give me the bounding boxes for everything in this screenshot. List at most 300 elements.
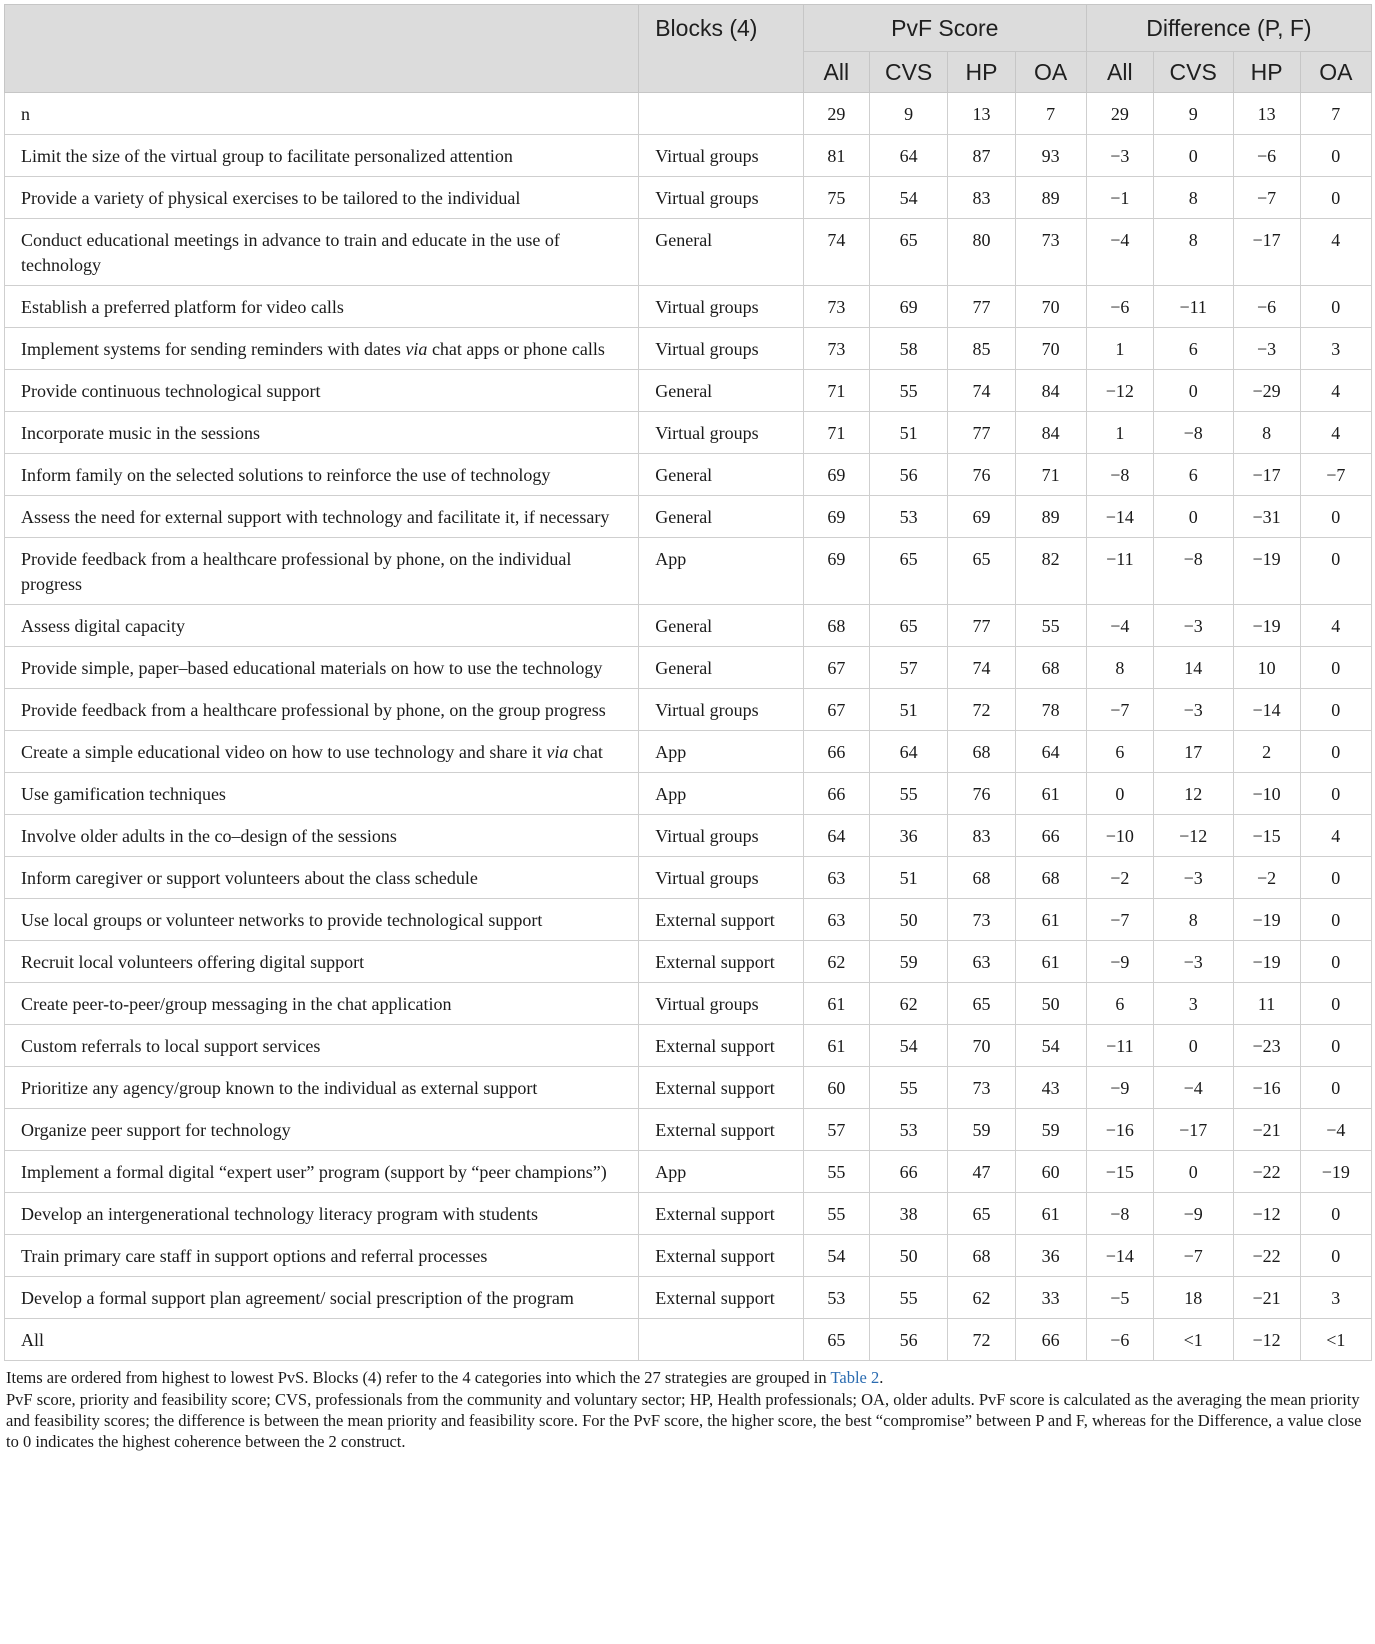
header-pvf-score: PvF Score <box>803 5 1086 52</box>
strategy-cell: Inform family on the selected solutions to reinforce the use of technology <box>5 454 639 496</box>
value-cell: −10 <box>1086 815 1153 857</box>
table-row <box>5 177 1372 219</box>
header-blocks: Blocks (4) <box>639 5 804 93</box>
table-row <box>5 219 1372 286</box>
value-cell: −12 <box>1233 1319 1300 1361</box>
value-cell: −3 <box>1153 857 1233 899</box>
value-cell: 55 <box>803 1151 869 1193</box>
value-cell: 74 <box>803 219 869 286</box>
strategy-cell: Implement a formal digital “expert user” program (support by “peer champions”) <box>5 1151 639 1193</box>
value-cell: 65 <box>803 1319 869 1361</box>
table-row <box>5 1235 1372 1277</box>
table-row <box>5 647 1372 689</box>
value-cell: 57 <box>803 1109 869 1151</box>
table-row <box>5 496 1372 538</box>
table-row <box>5 1151 1372 1193</box>
value-cell: 74 <box>948 370 1015 412</box>
value-cell: 70 <box>1015 286 1086 328</box>
value-cell: 61 <box>1015 899 1086 941</box>
value-cell: 4 <box>1300 605 1371 647</box>
block-cell: General <box>639 647 804 689</box>
value-cell: −5 <box>1086 1277 1153 1319</box>
value-cell: −16 <box>1233 1067 1300 1109</box>
table-row <box>5 731 1372 773</box>
value-cell: 78 <box>1015 689 1086 731</box>
value-cell: 0 <box>1300 983 1371 1025</box>
value-cell: 66 <box>869 1151 948 1193</box>
block-cell: General <box>639 454 804 496</box>
value-cell: 53 <box>869 496 948 538</box>
strategy-cell: Assess digital capacity <box>5 605 639 647</box>
value-cell: 85 <box>948 328 1015 370</box>
value-cell: −4 <box>1300 1109 1371 1151</box>
block-cell: External support <box>639 1067 804 1109</box>
value-cell: −2 <box>1233 857 1300 899</box>
value-cell: −11 <box>1153 286 1233 328</box>
value-cell: −8 <box>1086 1193 1153 1235</box>
value-cell: 68 <box>948 731 1015 773</box>
table-row <box>5 454 1372 496</box>
value-cell: 0 <box>1153 496 1233 538</box>
table-row <box>5 689 1372 731</box>
value-cell: 9 <box>869 93 948 135</box>
table-row <box>5 941 1372 983</box>
value-cell: −6 <box>1233 135 1300 177</box>
value-cell: 65 <box>869 219 948 286</box>
value-cell: 60 <box>1015 1151 1086 1193</box>
value-cell: 29 <box>803 93 869 135</box>
value-cell: −11 <box>1086 1025 1153 1067</box>
header-pvf-all: All <box>803 52 869 93</box>
value-cell: 51 <box>869 689 948 731</box>
value-cell: −16 <box>1086 1109 1153 1151</box>
value-cell: 4 <box>1300 370 1371 412</box>
value-cell: 55 <box>869 773 948 815</box>
value-cell: 29 <box>1086 93 1153 135</box>
value-cell: −9 <box>1153 1193 1233 1235</box>
value-cell: −2 <box>1086 857 1153 899</box>
value-cell: −10 <box>1233 773 1300 815</box>
block-cell: External support <box>639 1109 804 1151</box>
value-cell: 56 <box>869 454 948 496</box>
header-strategy <box>5 5 639 93</box>
value-cell: 72 <box>948 689 1015 731</box>
block-cell: External support <box>639 1193 804 1235</box>
value-cell: 0 <box>1300 496 1371 538</box>
value-cell: 0 <box>1300 538 1371 605</box>
header-difference: Difference (P, F) <box>1086 5 1371 52</box>
value-cell: 0 <box>1300 286 1371 328</box>
strategy-cell: Create peer-to-peer/group messaging in the chat application <box>5 983 639 1025</box>
block-cell: App <box>639 1151 804 1193</box>
value-cell: 54 <box>803 1235 869 1277</box>
value-cell: −4 <box>1153 1067 1233 1109</box>
value-cell: 8 <box>1233 412 1300 454</box>
value-cell: 1 <box>1086 328 1153 370</box>
strategy-cell: Organize peer support for technology <box>5 1109 639 1151</box>
value-cell: −12 <box>1086 370 1153 412</box>
value-cell: 4 <box>1300 815 1371 857</box>
block-cell: Virtual groups <box>639 815 804 857</box>
value-cell: 67 <box>803 647 869 689</box>
value-cell: 71 <box>803 412 869 454</box>
value-cell: 73 <box>803 328 869 370</box>
strategy-cell: Implement systems for sending reminders with dates via chat apps or phone calls <box>5 328 639 370</box>
value-cell: 83 <box>948 177 1015 219</box>
value-cell: 69 <box>869 286 948 328</box>
value-cell: 70 <box>1015 328 1086 370</box>
value-cell: 17 <box>1153 731 1233 773</box>
value-cell: 0 <box>1300 689 1371 731</box>
value-cell: 61 <box>1015 773 1086 815</box>
value-cell: −7 <box>1086 899 1153 941</box>
value-cell: 50 <box>869 1235 948 1277</box>
value-cell: 84 <box>1015 370 1086 412</box>
table-row <box>5 412 1372 454</box>
value-cell: −6 <box>1086 1319 1153 1361</box>
header-diff-oa: OA <box>1300 52 1371 93</box>
value-cell: 59 <box>1015 1109 1086 1151</box>
block-cell: Virtual groups <box>639 177 804 219</box>
value-cell: −23 <box>1233 1025 1300 1067</box>
table-row <box>5 1193 1372 1235</box>
value-cell: 0 <box>1300 1193 1371 1235</box>
value-cell: 68 <box>948 857 1015 899</box>
value-cell: 73 <box>948 1067 1015 1109</box>
block-cell: Virtual groups <box>639 286 804 328</box>
value-cell: −14 <box>1086 1235 1153 1277</box>
value-cell: 33 <box>1015 1277 1086 1319</box>
value-cell: 68 <box>948 1235 1015 1277</box>
block-cell: Virtual groups <box>639 857 804 899</box>
value-cell: −17 <box>1233 454 1300 496</box>
value-cell: 59 <box>948 1109 1015 1151</box>
value-cell: 61 <box>803 983 869 1025</box>
table-row <box>5 538 1372 605</box>
value-cell: 60 <box>803 1067 869 1109</box>
value-cell: 68 <box>1015 647 1086 689</box>
value-cell: 38 <box>869 1193 948 1235</box>
table-row <box>5 93 1372 135</box>
strategy-cell: Provide simple, paper–based educational materials on how to use the technology <box>5 647 639 689</box>
value-cell: 0 <box>1153 1025 1233 1067</box>
value-cell: −6 <box>1233 286 1300 328</box>
value-cell: 76 <box>948 454 1015 496</box>
strategy-cell: Provide feedback from a healthcare professional by phone, on the individual progress <box>5 538 639 605</box>
value-cell: 55 <box>1015 605 1086 647</box>
value-cell: 73 <box>803 286 869 328</box>
value-cell: −29 <box>1233 370 1300 412</box>
value-cell: 77 <box>948 286 1015 328</box>
value-cell: 7 <box>1300 93 1371 135</box>
block-cell: General <box>639 370 804 412</box>
value-cell: <1 <box>1300 1319 1371 1361</box>
value-cell: 0 <box>1300 1025 1371 1067</box>
table-row <box>5 1025 1372 1067</box>
value-cell: 0 <box>1300 773 1371 815</box>
value-cell: 55 <box>869 370 948 412</box>
block-cell: App <box>639 538 804 605</box>
value-cell: 65 <box>948 1193 1015 1235</box>
table-row <box>5 286 1372 328</box>
value-cell: −4 <box>1086 605 1153 647</box>
value-cell: 50 <box>869 899 948 941</box>
strategy-cell: Provide continuous technological support <box>5 370 639 412</box>
strategy-cell: Limit the size of the virtual group to facilitate personalized attention <box>5 135 639 177</box>
value-cell: 0 <box>1300 899 1371 941</box>
table-row <box>5 1109 1372 1151</box>
value-cell: 8 <box>1086 647 1153 689</box>
value-cell: 53 <box>803 1277 869 1319</box>
value-cell: 6 <box>1086 731 1153 773</box>
strategy-cell: Involve older adults in the co–design of the sessions <box>5 815 639 857</box>
header-pvf-hp: HP <box>948 52 1015 93</box>
table-row <box>5 815 1372 857</box>
value-cell: 82 <box>1015 538 1086 605</box>
table-row <box>5 983 1372 1025</box>
value-cell: −15 <box>1086 1151 1153 1193</box>
value-cell: 71 <box>803 370 869 412</box>
value-cell: 73 <box>948 899 1015 941</box>
value-cell: −19 <box>1233 899 1300 941</box>
value-cell: 93 <box>1015 135 1086 177</box>
value-cell: −7 <box>1300 454 1371 496</box>
value-cell: −22 <box>1233 1235 1300 1277</box>
value-cell: 69 <box>803 538 869 605</box>
value-cell: 87 <box>948 135 1015 177</box>
value-cell: 77 <box>948 412 1015 454</box>
strategy-cell: n <box>5 93 639 135</box>
value-cell: 3 <box>1300 328 1371 370</box>
strategy-cell: Provide feedback from a healthcare professional by phone, on the group progress <box>5 689 639 731</box>
value-cell: 4 <box>1300 219 1371 286</box>
value-cell: 64 <box>869 135 948 177</box>
table-row <box>5 605 1372 647</box>
value-cell: 67 <box>803 689 869 731</box>
strategy-cell: All <box>5 1319 639 1361</box>
value-cell: 0 <box>1300 647 1371 689</box>
value-cell: 64 <box>869 731 948 773</box>
value-cell: 64 <box>803 815 869 857</box>
strategy-cell: Incorporate music in the sessions <box>5 412 639 454</box>
value-cell: 77 <box>948 605 1015 647</box>
value-cell: 56 <box>869 1319 948 1361</box>
table-row <box>5 328 1372 370</box>
value-cell: 1 <box>1086 412 1153 454</box>
table-row <box>5 370 1372 412</box>
value-cell: 0 <box>1300 135 1371 177</box>
table-row <box>5 857 1372 899</box>
value-cell: −12 <box>1233 1193 1300 1235</box>
value-cell: 0 <box>1153 1151 1233 1193</box>
strategy-cell: Use gamification techniques <box>5 773 639 815</box>
value-cell: 8 <box>1153 177 1233 219</box>
header-pvf-cvs: CVS <box>869 52 948 93</box>
value-cell: 55 <box>869 1067 948 1109</box>
value-cell: 55 <box>869 1277 948 1319</box>
value-cell: −3 <box>1086 135 1153 177</box>
value-cell: 76 <box>948 773 1015 815</box>
block-cell: Virtual groups <box>639 689 804 731</box>
header-diff-hp: HP <box>1233 52 1300 93</box>
table-row <box>5 899 1372 941</box>
value-cell: 72 <box>948 1319 1015 1361</box>
value-cell: 69 <box>803 454 869 496</box>
value-cell: 0 <box>1086 773 1153 815</box>
value-cell: 70 <box>948 1025 1015 1067</box>
value-cell: 11 <box>1233 983 1300 1025</box>
value-cell: −9 <box>1086 941 1153 983</box>
value-cell: 89 <box>1015 496 1086 538</box>
value-cell: 54 <box>869 1025 948 1067</box>
value-cell: −14 <box>1086 496 1153 538</box>
block-cell: App <box>639 773 804 815</box>
block-cell: General <box>639 605 804 647</box>
value-cell: 9 <box>1153 93 1233 135</box>
value-cell: 66 <box>1015 815 1086 857</box>
value-cell: −22 <box>1233 1151 1300 1193</box>
value-cell: 14 <box>1153 647 1233 689</box>
value-cell: 63 <box>948 941 1015 983</box>
value-cell: 0 <box>1300 1067 1371 1109</box>
value-cell: −19 <box>1300 1151 1371 1193</box>
value-cell: 63 <box>803 899 869 941</box>
header-pvf-oa: OA <box>1015 52 1086 93</box>
table-row <box>5 135 1372 177</box>
footnote-line-2: PvF score, priority and feasibility score; CVS, professionals from the community and voluntary sector; HP, Health professionals; OA, older adults. PvF score is calculated as the averaging the mean priority and feasibility scores; the difference is between the mean priority and feasibility score. For the PvF score, the higher score, the best “compromise” between P and F, whereas for the Difference, a value close to 0 indicates the highest coherence between the 2 construct. <box>6 1390 1362 1451</box>
value-cell: 0 <box>1153 135 1233 177</box>
value-cell: −1 <box>1086 177 1153 219</box>
value-cell: −3 <box>1233 328 1300 370</box>
value-cell: 43 <box>1015 1067 1086 1109</box>
value-cell: 47 <box>948 1151 1015 1193</box>
table-row <box>5 1277 1372 1319</box>
value-cell: −19 <box>1233 605 1300 647</box>
block-cell: External support <box>639 1025 804 1067</box>
table-2-link[interactable]: Table 2 <box>830 1368 880 1387</box>
strategy-cell: Develop a formal support plan agreement/ social prescription of the program <box>5 1277 639 1319</box>
value-cell: 62 <box>948 1277 1015 1319</box>
value-cell: 6 <box>1153 454 1233 496</box>
value-cell: 0 <box>1300 177 1371 219</box>
block-cell: External support <box>639 941 804 983</box>
block-cell: App <box>639 731 804 773</box>
value-cell: 6 <box>1153 328 1233 370</box>
value-cell: 61 <box>1015 1193 1086 1235</box>
value-cell: 61 <box>803 1025 869 1067</box>
value-cell: −7 <box>1086 689 1153 731</box>
value-cell: −17 <box>1153 1109 1233 1151</box>
value-cell: <1 <box>1153 1319 1233 1361</box>
value-cell: 54 <box>869 177 948 219</box>
block-cell: Virtual groups <box>639 328 804 370</box>
value-cell: 74 <box>948 647 1015 689</box>
value-cell: 63 <box>803 857 869 899</box>
value-cell: 68 <box>803 605 869 647</box>
strategies-table <box>4 4 1372 1361</box>
value-cell: −8 <box>1153 412 1233 454</box>
block-cell: Virtual groups <box>639 983 804 1025</box>
value-cell: 8 <box>1153 219 1233 286</box>
value-cell: −11 <box>1086 538 1153 605</box>
value-cell: 73 <box>1015 219 1086 286</box>
value-cell: 0 <box>1300 857 1371 899</box>
value-cell: 4 <box>1300 412 1371 454</box>
value-cell: 3 <box>1300 1277 1371 1319</box>
strategy-cell: Conduct educational meetings in advance to train and educate in the use of technology <box>5 219 639 286</box>
value-cell: 65 <box>948 983 1015 1025</box>
value-cell: −21 <box>1233 1109 1300 1151</box>
strategy-cell: Inform caregiver or support volunteers about the class schedule <box>5 857 639 899</box>
strategy-cell: Custom referrals to local support services <box>5 1025 639 1067</box>
value-cell: 65 <box>869 538 948 605</box>
value-cell: 58 <box>869 328 948 370</box>
value-cell: 0 <box>1300 941 1371 983</box>
value-cell: −3 <box>1153 689 1233 731</box>
block-cell: External support <box>639 899 804 941</box>
value-cell: 89 <box>1015 177 1086 219</box>
value-cell: −7 <box>1153 1235 1233 1277</box>
value-cell: −12 <box>1153 815 1233 857</box>
value-cell: −14 <box>1233 689 1300 731</box>
value-cell: 54 <box>1015 1025 1086 1067</box>
strategy-cell: Prioritize any agency/group known to the individual as external support <box>5 1067 639 1109</box>
value-cell: 0 <box>1300 731 1371 773</box>
value-cell: 0 <box>1153 370 1233 412</box>
table-container <box>4 4 1372 1453</box>
strategy-cell: Use local groups or volunteer networks to provide technological support <box>5 899 639 941</box>
strategy-cell: Train primary care staff in support options and referral processes <box>5 1235 639 1277</box>
value-cell: −31 <box>1233 496 1300 538</box>
value-cell: 71 <box>1015 454 1086 496</box>
table-footnote <box>4 1367 1372 1452</box>
value-cell: 66 <box>803 731 869 773</box>
value-cell: 13 <box>948 93 1015 135</box>
value-cell: −19 <box>1233 538 1300 605</box>
value-cell: 84 <box>1015 412 1086 454</box>
value-cell: 83 <box>948 815 1015 857</box>
block-cell: General <box>639 219 804 286</box>
value-cell: 55 <box>803 1193 869 1235</box>
footnote-line-1: Items are ordered from highest to lowest PvS. Blocks (4) refer to the 4 categories into which the 27 strategies are grouped in Table 2. <box>6 1368 884 1387</box>
value-cell: −4 <box>1086 219 1153 286</box>
value-cell: −19 <box>1233 941 1300 983</box>
value-cell: 69 <box>803 496 869 538</box>
table-row <box>5 1319 1372 1361</box>
value-cell: 13 <box>1233 93 1300 135</box>
value-cell: 36 <box>869 815 948 857</box>
value-cell: −6 <box>1086 286 1153 328</box>
value-cell: −17 <box>1233 219 1300 286</box>
value-cell: 57 <box>869 647 948 689</box>
block-cell: Virtual groups <box>639 412 804 454</box>
value-cell: 2 <box>1233 731 1300 773</box>
value-cell: −8 <box>1086 454 1153 496</box>
value-cell: 0 <box>1300 1235 1371 1277</box>
value-cell: 51 <box>869 857 948 899</box>
value-cell: 61 <box>1015 941 1086 983</box>
block-cell: External support <box>639 1235 804 1277</box>
block-cell <box>639 93 804 135</box>
header-diff-all: All <box>1086 52 1153 93</box>
value-cell: 66 <box>803 773 869 815</box>
value-cell: 75 <box>803 177 869 219</box>
value-cell: 81 <box>803 135 869 177</box>
value-cell: −3 <box>1153 605 1233 647</box>
value-cell: −7 <box>1233 177 1300 219</box>
value-cell: 68 <box>1015 857 1086 899</box>
header-diff-cvs: CVS <box>1153 52 1233 93</box>
